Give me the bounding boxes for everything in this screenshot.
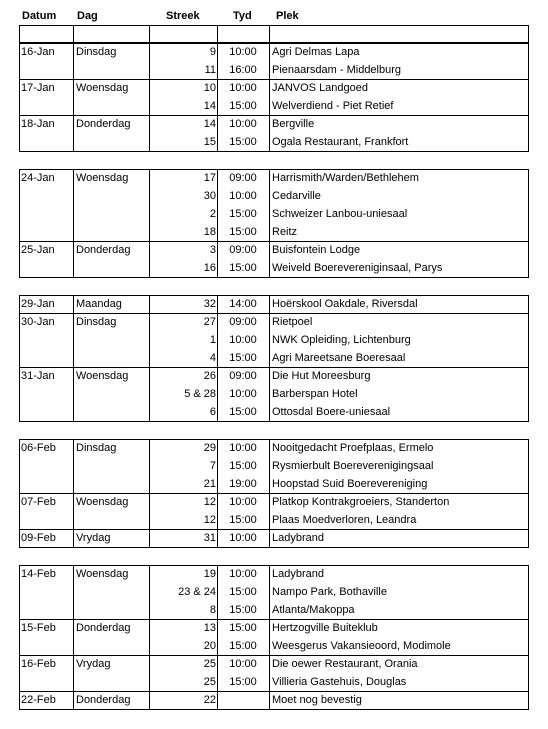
cell-region: 10 — [203, 82, 216, 94]
cell-time: 15:00 — [229, 352, 257, 364]
cell-day — [76, 61, 146, 79]
cell-region: 19 — [203, 568, 216, 580]
cell-region: 6 — [209, 406, 216, 418]
table-row — [0, 223, 548, 241]
cell-place: Pienaarsdam - Middelburg — [272, 64, 402, 76]
cell-day: Vrydag — [76, 658, 111, 670]
cell-place: Ladybrand — [272, 568, 324, 580]
cell-time: 09:00 — [229, 316, 257, 328]
table-row — [0, 259, 548, 277]
cell-day: Donderdag — [76, 118, 131, 130]
cell-date: 22-Feb — [21, 694, 56, 706]
cell-region: 32 — [203, 298, 216, 310]
cell-day — [76, 259, 146, 277]
cell-time: 15:00 — [229, 514, 257, 526]
table-row — [0, 601, 548, 619]
cell-date — [21, 475, 73, 493]
cell-place: Barberspan Hotel — [272, 388, 358, 400]
cell-day: Donderdag — [76, 244, 131, 256]
table-row — [0, 619, 548, 637]
cell-region: 26 — [203, 370, 216, 382]
cell-region: 12 — [203, 496, 216, 508]
cell-place: Ladybrand — [272, 532, 324, 544]
cell-time: 10:00 — [229, 388, 257, 400]
cell-date — [21, 601, 73, 619]
cell-time: 09:00 — [229, 172, 257, 184]
cell-time: 10:00 — [229, 658, 257, 670]
table-row — [0, 475, 548, 493]
column-divider — [19, 25, 20, 42]
header-row — [0, 7, 548, 25]
cell-time: 15:00 — [229, 640, 257, 652]
group-border — [19, 421, 529, 422]
cell-region: 27 — [203, 316, 216, 328]
cell-date — [21, 259, 73, 277]
cell-place: Welverdiend - Piet Retief — [272, 100, 394, 112]
cell-day — [76, 403, 146, 421]
cell-region: 31 — [203, 532, 216, 544]
cell-time: 15:00 — [229, 262, 257, 274]
table-row — [0, 43, 548, 61]
cell-date — [21, 457, 73, 475]
table-row — [0, 367, 548, 385]
table-row — [0, 313, 548, 331]
cell-place: NWK Opleiding, Lichtenburg — [272, 334, 411, 346]
cell-region: 3 — [209, 244, 216, 256]
cell-date: 17-Jan — [21, 82, 55, 94]
cell-time: 15:00 — [229, 586, 257, 598]
table-row — [0, 79, 548, 97]
cell-time: 10:00 — [229, 442, 257, 454]
cell-date — [21, 583, 73, 601]
cell-date: 18-Jan — [21, 118, 55, 130]
cell-place: Nampo Park, Bothaville — [272, 586, 387, 598]
cell-place: Agri Delmas Lapa — [272, 46, 360, 58]
cell-day — [76, 673, 146, 691]
cell-time: 15:00 — [229, 100, 257, 112]
column-divider — [149, 25, 150, 42]
table-row — [0, 439, 548, 457]
cell-day — [76, 331, 146, 349]
cell-day — [76, 601, 146, 619]
cell-time: 15:00 — [229, 604, 257, 616]
cell-region: 4 — [209, 352, 216, 364]
header-time: Tyd — [233, 10, 252, 22]
header-date: Datum — [22, 10, 57, 22]
cell-place: Ottosdal Boere-uniesaal — [272, 406, 391, 418]
table-row — [0, 61, 548, 79]
cell-date: 07-Feb — [21, 496, 56, 508]
cell-day — [76, 475, 146, 493]
cell-day: Woensdag — [76, 496, 129, 508]
cell-time: 15:00 — [229, 208, 257, 220]
cell-place: Plaas Moedverloren, Leandra — [272, 514, 417, 526]
cell-place: Hertzogville Buiteklub — [272, 622, 378, 634]
cell-date — [21, 331, 73, 349]
cell-region: 2 — [209, 208, 216, 220]
cell-region: 25 — [203, 676, 216, 688]
table-row — [0, 565, 548, 583]
header-place: Plek — [276, 10, 299, 22]
cell-place: Weiveld Boerevereniginsaal, Parys — [272, 262, 443, 274]
cell-date: 14-Feb — [21, 568, 56, 580]
cell-time: 10:00 — [229, 496, 257, 508]
column-divider — [528, 25, 529, 42]
cell-date — [21, 61, 73, 79]
table-row — [0, 133, 548, 151]
cell-date — [21, 187, 73, 205]
column-divider — [217, 25, 218, 42]
cell-time: 15:00 — [229, 226, 257, 238]
cell-region: 17 — [203, 172, 216, 184]
cell-day: Dinsdag — [76, 316, 117, 328]
cell-day — [76, 97, 146, 115]
table-border — [19, 25, 529, 26]
cell-time — [218, 691, 268, 709]
cell-region: 13 — [203, 622, 216, 634]
group-border — [19, 277, 529, 278]
cell-date: 25-Jan — [21, 244, 55, 256]
cell-day: Maandag — [76, 298, 122, 310]
column-divider — [269, 25, 270, 42]
cell-time: 15:00 — [229, 676, 257, 688]
cell-day: Vrydag — [76, 532, 111, 544]
cell-region: 25 — [203, 658, 216, 670]
table-row — [0, 457, 548, 475]
cell-date: 31-Jan — [21, 370, 55, 382]
cell-day — [76, 457, 146, 475]
cell-time: 15:00 — [229, 460, 257, 472]
cell-place: Rietpoel — [272, 316, 313, 328]
cell-date — [21, 349, 73, 367]
cell-time: 09:00 — [229, 370, 257, 382]
cell-place: Harrismith/Warden/Bethlehem — [272, 172, 419, 184]
cell-day: Woensdag — [76, 172, 129, 184]
column-divider — [73, 25, 74, 42]
cell-region: 5 & 28 — [184, 388, 216, 400]
cell-region: 14 — [203, 118, 216, 130]
cell-region: 9 — [209, 46, 216, 58]
cell-day: Woensdag — [76, 370, 129, 382]
table-row — [0, 205, 548, 223]
cell-time: 10:00 — [229, 118, 257, 130]
cell-region: 12 — [203, 514, 216, 526]
cell-place: Hoopstad Suid Boerevereniging — [272, 478, 428, 490]
cell-region: 15 — [203, 136, 216, 148]
table-row — [0, 385, 548, 403]
header-day: Dag — [77, 10, 98, 22]
cell-day: Woensdag — [76, 82, 129, 94]
cell-place: Buisfontein Lodge — [272, 244, 361, 256]
group-border — [19, 709, 529, 710]
cell-date — [21, 673, 73, 691]
cell-place: Agri Mareetsane Boeresaal — [272, 352, 406, 364]
cell-time: 10:00 — [229, 82, 257, 94]
cell-day — [76, 187, 146, 205]
cell-region: 1 — [209, 334, 216, 346]
cell-date — [21, 637, 73, 655]
cell-place: Platkop Kontrakgroeiers, Standerton — [272, 496, 450, 508]
cell-place: Rysmierbult Boereverenigingsaal — [272, 460, 434, 472]
table-row — [0, 529, 548, 547]
cell-region: 23 & 24 — [178, 586, 216, 598]
cell-region: 21 — [203, 478, 216, 490]
cell-time: 10:00 — [229, 46, 257, 58]
cell-date: 16-Feb — [21, 658, 56, 670]
cell-day — [76, 133, 146, 151]
table-row — [0, 349, 548, 367]
cell-date — [21, 97, 73, 115]
cell-day: Dinsdag — [76, 46, 117, 58]
cell-date: 30-Jan — [21, 316, 55, 328]
table-row — [0, 691, 548, 709]
cell-region: 29 — [203, 442, 216, 454]
cell-time: 10:00 — [229, 568, 257, 580]
cell-time: 19:00 — [229, 478, 257, 490]
cell-day — [76, 583, 146, 601]
table-row — [0, 331, 548, 349]
cell-place: JANVOS Landgoed — [272, 82, 369, 94]
cell-time: 10:00 — [229, 190, 257, 202]
cell-day — [76, 385, 146, 403]
cell-date — [21, 133, 73, 151]
cell-place: Nooitgedacht Proefplaas, Ermelo — [272, 442, 434, 454]
cell-time: 14:00 — [229, 298, 257, 310]
cell-place: Die Hut Moreesburg — [272, 370, 371, 382]
table-row — [0, 115, 548, 133]
table-row — [0, 97, 548, 115]
cell-region: 7 — [209, 460, 216, 472]
cell-time: 15:00 — [229, 622, 257, 634]
table-row — [0, 295, 548, 313]
cell-day — [76, 223, 146, 241]
cell-place: Die oewer Restaurant, Orania — [272, 658, 418, 670]
cell-region: 11 — [204, 64, 216, 76]
group-border — [19, 547, 529, 548]
cell-date — [21, 205, 73, 223]
cell-region: 22 — [203, 694, 216, 706]
cell-time: 10:00 — [229, 334, 257, 346]
cell-place: Villieria Gastehuis, Douglas — [272, 676, 407, 688]
table-row — [0, 511, 548, 529]
cell-place: Cedarville — [272, 190, 321, 202]
cell-date: 09-Feb — [21, 532, 56, 544]
cell-day — [76, 205, 146, 223]
cell-date — [21, 223, 73, 241]
cell-region: 16 — [203, 262, 216, 274]
table-row — [0, 655, 548, 673]
cell-place: Ogala Restaurant, Frankfort — [272, 136, 409, 148]
cell-day: Woensdag — [76, 568, 129, 580]
table-row — [0, 169, 548, 187]
cell-day: Donderdag — [76, 622, 131, 634]
cell-day — [76, 637, 146, 655]
cell-place: Bergville — [272, 118, 315, 130]
cell-region: 20 — [203, 640, 216, 652]
cell-time: 16:00 — [229, 64, 257, 76]
cell-date: 15-Feb — [21, 622, 56, 634]
cell-day: Dinsdag — [76, 442, 117, 454]
cell-time: 15:00 — [229, 406, 257, 418]
table-row — [0, 583, 548, 601]
cell-day — [76, 349, 146, 367]
cell-date: 24-Jan — [21, 172, 55, 184]
cell-region: 14 — [203, 100, 216, 112]
cell-date — [21, 403, 73, 421]
cell-region: 30 — [203, 190, 216, 202]
cell-date — [21, 511, 73, 529]
cell-time: 10:00 — [229, 532, 257, 544]
table-row — [0, 241, 548, 259]
cell-date: 29-Jan — [21, 298, 55, 310]
cell-place: Reitz — [272, 226, 298, 238]
group-border — [19, 151, 529, 152]
cell-time: 09:00 — [229, 244, 257, 256]
table-row — [0, 187, 548, 205]
cell-region: 8 — [209, 604, 216, 616]
cell-date: 16-Jan — [21, 46, 55, 58]
cell-place: Weesgerus Vakansieoord, Modimole — [272, 640, 451, 652]
table-row — [0, 637, 548, 655]
header-region: Streek — [166, 10, 200, 22]
cell-day: Donderdag — [76, 694, 131, 706]
cell-time: 15:00 — [229, 136, 257, 148]
cell-place: Moet nog bevestig — [272, 694, 362, 706]
table-row — [0, 673, 548, 691]
cell-date: 06-Feb — [21, 442, 56, 454]
cell-place: Hoërskool Oakdale, Riversdal — [272, 298, 418, 310]
table-row — [0, 403, 548, 421]
cell-region: 18 — [203, 226, 216, 238]
cell-day — [76, 511, 146, 529]
cell-place: Atlanta/Makoppa — [272, 604, 355, 616]
table-row — [0, 493, 548, 511]
cell-place: Schweizer Lanbou-uniesaal — [272, 208, 408, 220]
cell-date — [21, 385, 73, 403]
